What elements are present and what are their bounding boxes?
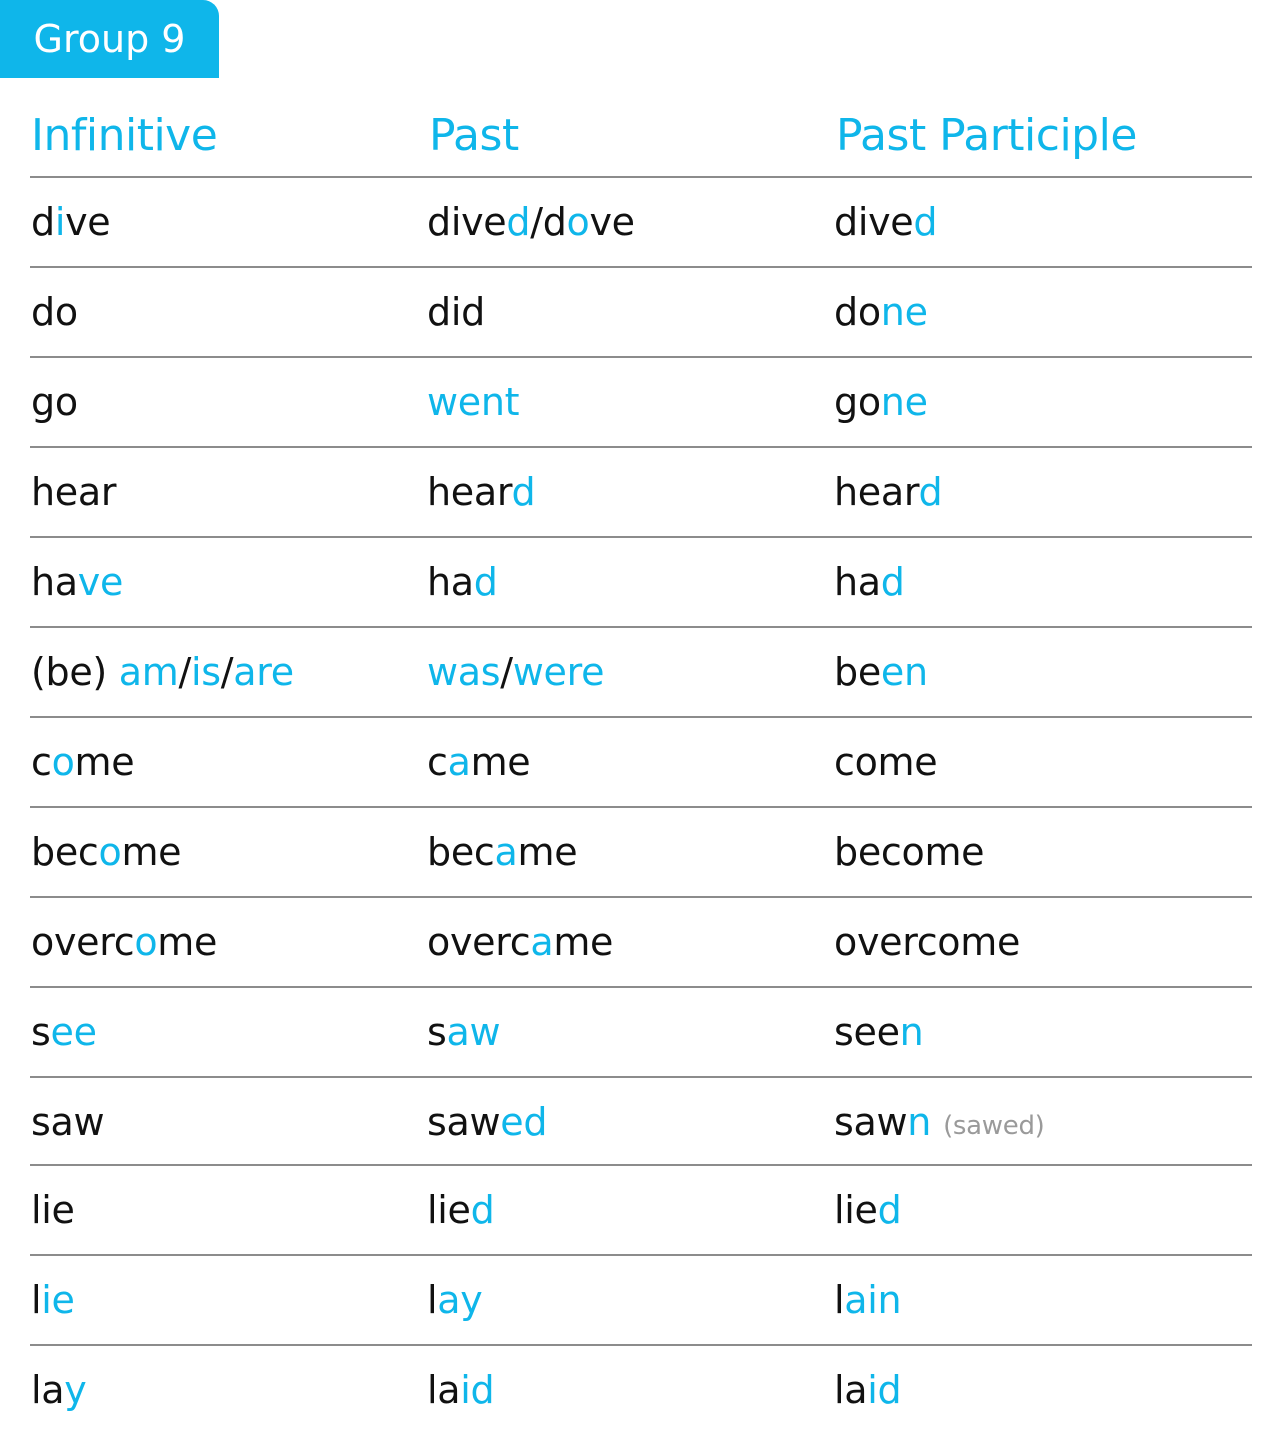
highlighted-segment: is: [190, 650, 221, 694]
past-participle-cell: [834, 1256, 901, 1344]
text-segment: dive: [427, 200, 507, 244]
highlighted-segment: o: [134, 920, 158, 964]
infinitive-cell: [31, 898, 217, 986]
past-cell: [427, 898, 613, 986]
text-segment: /d: [530, 200, 567, 244]
text-segment: saw: [427, 1100, 501, 1144]
infinitive-cell: [31, 628, 294, 716]
table-row: [0, 1346, 1288, 1434]
infinitive-cell: [31, 178, 110, 266]
text-segment: saw: [31, 1100, 105, 1144]
text-segment: /: [220, 650, 234, 694]
past-participle-cell: [834, 718, 937, 806]
past-participle-cell: [834, 1166, 901, 1254]
text-segment: l: [427, 1278, 438, 1322]
text-segment: lie: [31, 1188, 75, 1232]
text-segment: c: [427, 740, 448, 784]
text-segment: la: [31, 1368, 65, 1412]
text-segment: /: [500, 650, 513, 694]
past-participle-cell: [834, 358, 928, 446]
text-segment: see: [834, 1010, 900, 1054]
highlighted-segment: d: [470, 1188, 495, 1232]
text-segment: hear: [31, 470, 117, 514]
past-cell: [427, 808, 577, 896]
infinitive-cell: [31, 1078, 104, 1166]
highlighted-segment: o: [51, 740, 75, 784]
table-row: [0, 448, 1288, 536]
table-row: [0, 808, 1288, 896]
table-row: [0, 1256, 1288, 1344]
highlighted-segment: aw: [446, 1010, 501, 1054]
text-segment: c: [31, 740, 52, 784]
highlighted-segment: d: [473, 560, 498, 604]
text-segment: hear: [834, 470, 919, 514]
text-segment: did: [427, 290, 485, 334]
highlighted-segment: en: [880, 650, 928, 694]
infinitive-cell: [31, 1346, 86, 1434]
infinitive-cell: [31, 988, 97, 1076]
highlighted-segment: ie: [41, 1278, 75, 1322]
highlighted-segment: d: [913, 200, 938, 244]
highlighted-segment: id: [867, 1368, 902, 1412]
past-cell: [427, 448, 535, 536]
text-segment: do: [31, 290, 78, 334]
past-cell: [427, 628, 604, 716]
past-participle-cell: [834, 808, 984, 896]
past-cell: [427, 538, 498, 626]
past-participle-cell: [834, 898, 1020, 986]
header-infinitive: Infinitive: [31, 110, 218, 161]
infinitive-cell: [31, 538, 123, 626]
text-segment: overcome: [834, 920, 1021, 964]
text-segment: lie: [427, 1188, 471, 1232]
group-label: Group 9: [0, 0, 219, 78]
highlighted-segment: d: [880, 560, 905, 604]
table-row: [0, 1166, 1288, 1254]
infinitive-cell: [31, 358, 78, 446]
past-participle-cell: [834, 448, 942, 536]
text-segment: saw: [834, 1100, 908, 1144]
table-row: [0, 988, 1288, 1076]
past-participle-cell: [834, 628, 928, 716]
highlighted-segment: ain: [844, 1278, 902, 1322]
text-segment: l: [31, 1278, 42, 1322]
header-past: Past: [429, 110, 519, 161]
past-cell: [427, 718, 530, 806]
highlighted-segment: a: [447, 740, 471, 784]
text-segment: ve: [589, 200, 635, 244]
past-participle-cell: [834, 268, 928, 356]
past-cell: [427, 1078, 547, 1166]
highlighted-segment: ne: [880, 380, 928, 424]
highlighted-segment: o: [98, 830, 122, 874]
past-cell: [427, 268, 485, 356]
table-row: [0, 358, 1288, 446]
highlighted-segment: a: [530, 920, 554, 964]
highlighted-segment: ed: [500, 1100, 548, 1144]
header-past-participle: Past Participle: [836, 110, 1137, 161]
text-segment: me: [74, 740, 135, 784]
text-segment: me: [517, 830, 578, 874]
text-segment: lie: [834, 1188, 878, 1232]
highlighted-segment: ee: [50, 1010, 97, 1054]
text-segment: la: [834, 1368, 868, 1412]
highlighted-segment: a: [494, 830, 518, 874]
text-segment: dive: [834, 200, 914, 244]
text-segment: ha: [834, 560, 881, 604]
text-segment: hear: [427, 470, 512, 514]
text-segment: /: [178, 650, 191, 694]
past-cell: [427, 1346, 494, 1434]
text-segment: overc: [31, 920, 135, 964]
text-segment: d: [31, 200, 55, 244]
infinitive-cell: [31, 268, 78, 356]
text-segment: become: [834, 830, 985, 874]
text-segment: s: [31, 1010, 51, 1054]
past-cell: [427, 358, 519, 446]
highlighted-segment: y: [64, 1368, 87, 1412]
text-segment: (be): [31, 650, 119, 694]
text-segment: be: [834, 650, 881, 694]
past-participle-cell: [834, 988, 923, 1076]
past-cell: [427, 1256, 482, 1344]
highlighted-segment: were: [512, 650, 605, 694]
highlighted-segment: was: [427, 650, 501, 694]
alternate-form-note: (sawed): [943, 1111, 1045, 1141]
past-participle-cell: [834, 538, 905, 626]
table-row: [0, 718, 1288, 806]
table-row: [0, 898, 1288, 986]
text-segment: go: [834, 380, 881, 424]
highlighted-segment: ay: [437, 1278, 483, 1322]
highlighted-segment: n: [907, 1100, 932, 1144]
text-segment: bec: [31, 830, 99, 874]
text-segment: ha: [427, 560, 474, 604]
table-row: [0, 628, 1288, 716]
past-cell: [427, 988, 500, 1076]
highlighted-segment: d: [918, 470, 943, 514]
text-segment: me: [470, 740, 531, 784]
highlighted-segment: id: [460, 1368, 495, 1412]
past-cell: [427, 178, 635, 266]
text-segment: overc: [427, 920, 531, 964]
highlighted-segment: ve: [77, 560, 124, 604]
infinitive-cell: [31, 718, 134, 806]
highlighted-segment: o: [566, 200, 590, 244]
text-segment: me: [121, 830, 182, 874]
highlighted-segment: are: [233, 650, 294, 694]
text-segment: s: [427, 1010, 447, 1054]
infinitive-cell: [31, 1166, 75, 1254]
highlighted-segment: ne: [880, 290, 928, 334]
text-segment: bec: [427, 830, 495, 874]
table-row: [0, 538, 1288, 626]
past-participle-cell: [834, 178, 937, 266]
text-segment: la: [427, 1368, 461, 1412]
text-segment: ve: [65, 200, 111, 244]
past-participle-cell: [834, 1346, 901, 1434]
infinitive-cell: [31, 448, 116, 536]
past-participle-cell: [834, 1078, 1045, 1166]
text-segment: ha: [31, 560, 78, 604]
table-row: [0, 268, 1288, 356]
infinitive-cell: [31, 1256, 75, 1344]
text-segment: come: [834, 740, 938, 784]
highlighted-segment: i: [54, 200, 66, 244]
table-row: [0, 1078, 1288, 1166]
highlighted-segment: d: [511, 470, 536, 514]
past-cell: [427, 1166, 494, 1254]
text-segment: me: [157, 920, 218, 964]
text-segment: me: [553, 920, 614, 964]
highlighted-segment: went: [427, 380, 520, 424]
highlighted-segment: d: [506, 200, 531, 244]
highlighted-segment: am: [118, 650, 179, 694]
highlighted-segment: n: [899, 1010, 924, 1054]
table-row: [0, 178, 1288, 266]
text-segment: do: [834, 290, 881, 334]
highlighted-segment: d: [877, 1188, 902, 1232]
infinitive-cell: [31, 808, 181, 896]
text-segment: l: [834, 1278, 845, 1322]
text-segment: go: [31, 380, 78, 424]
